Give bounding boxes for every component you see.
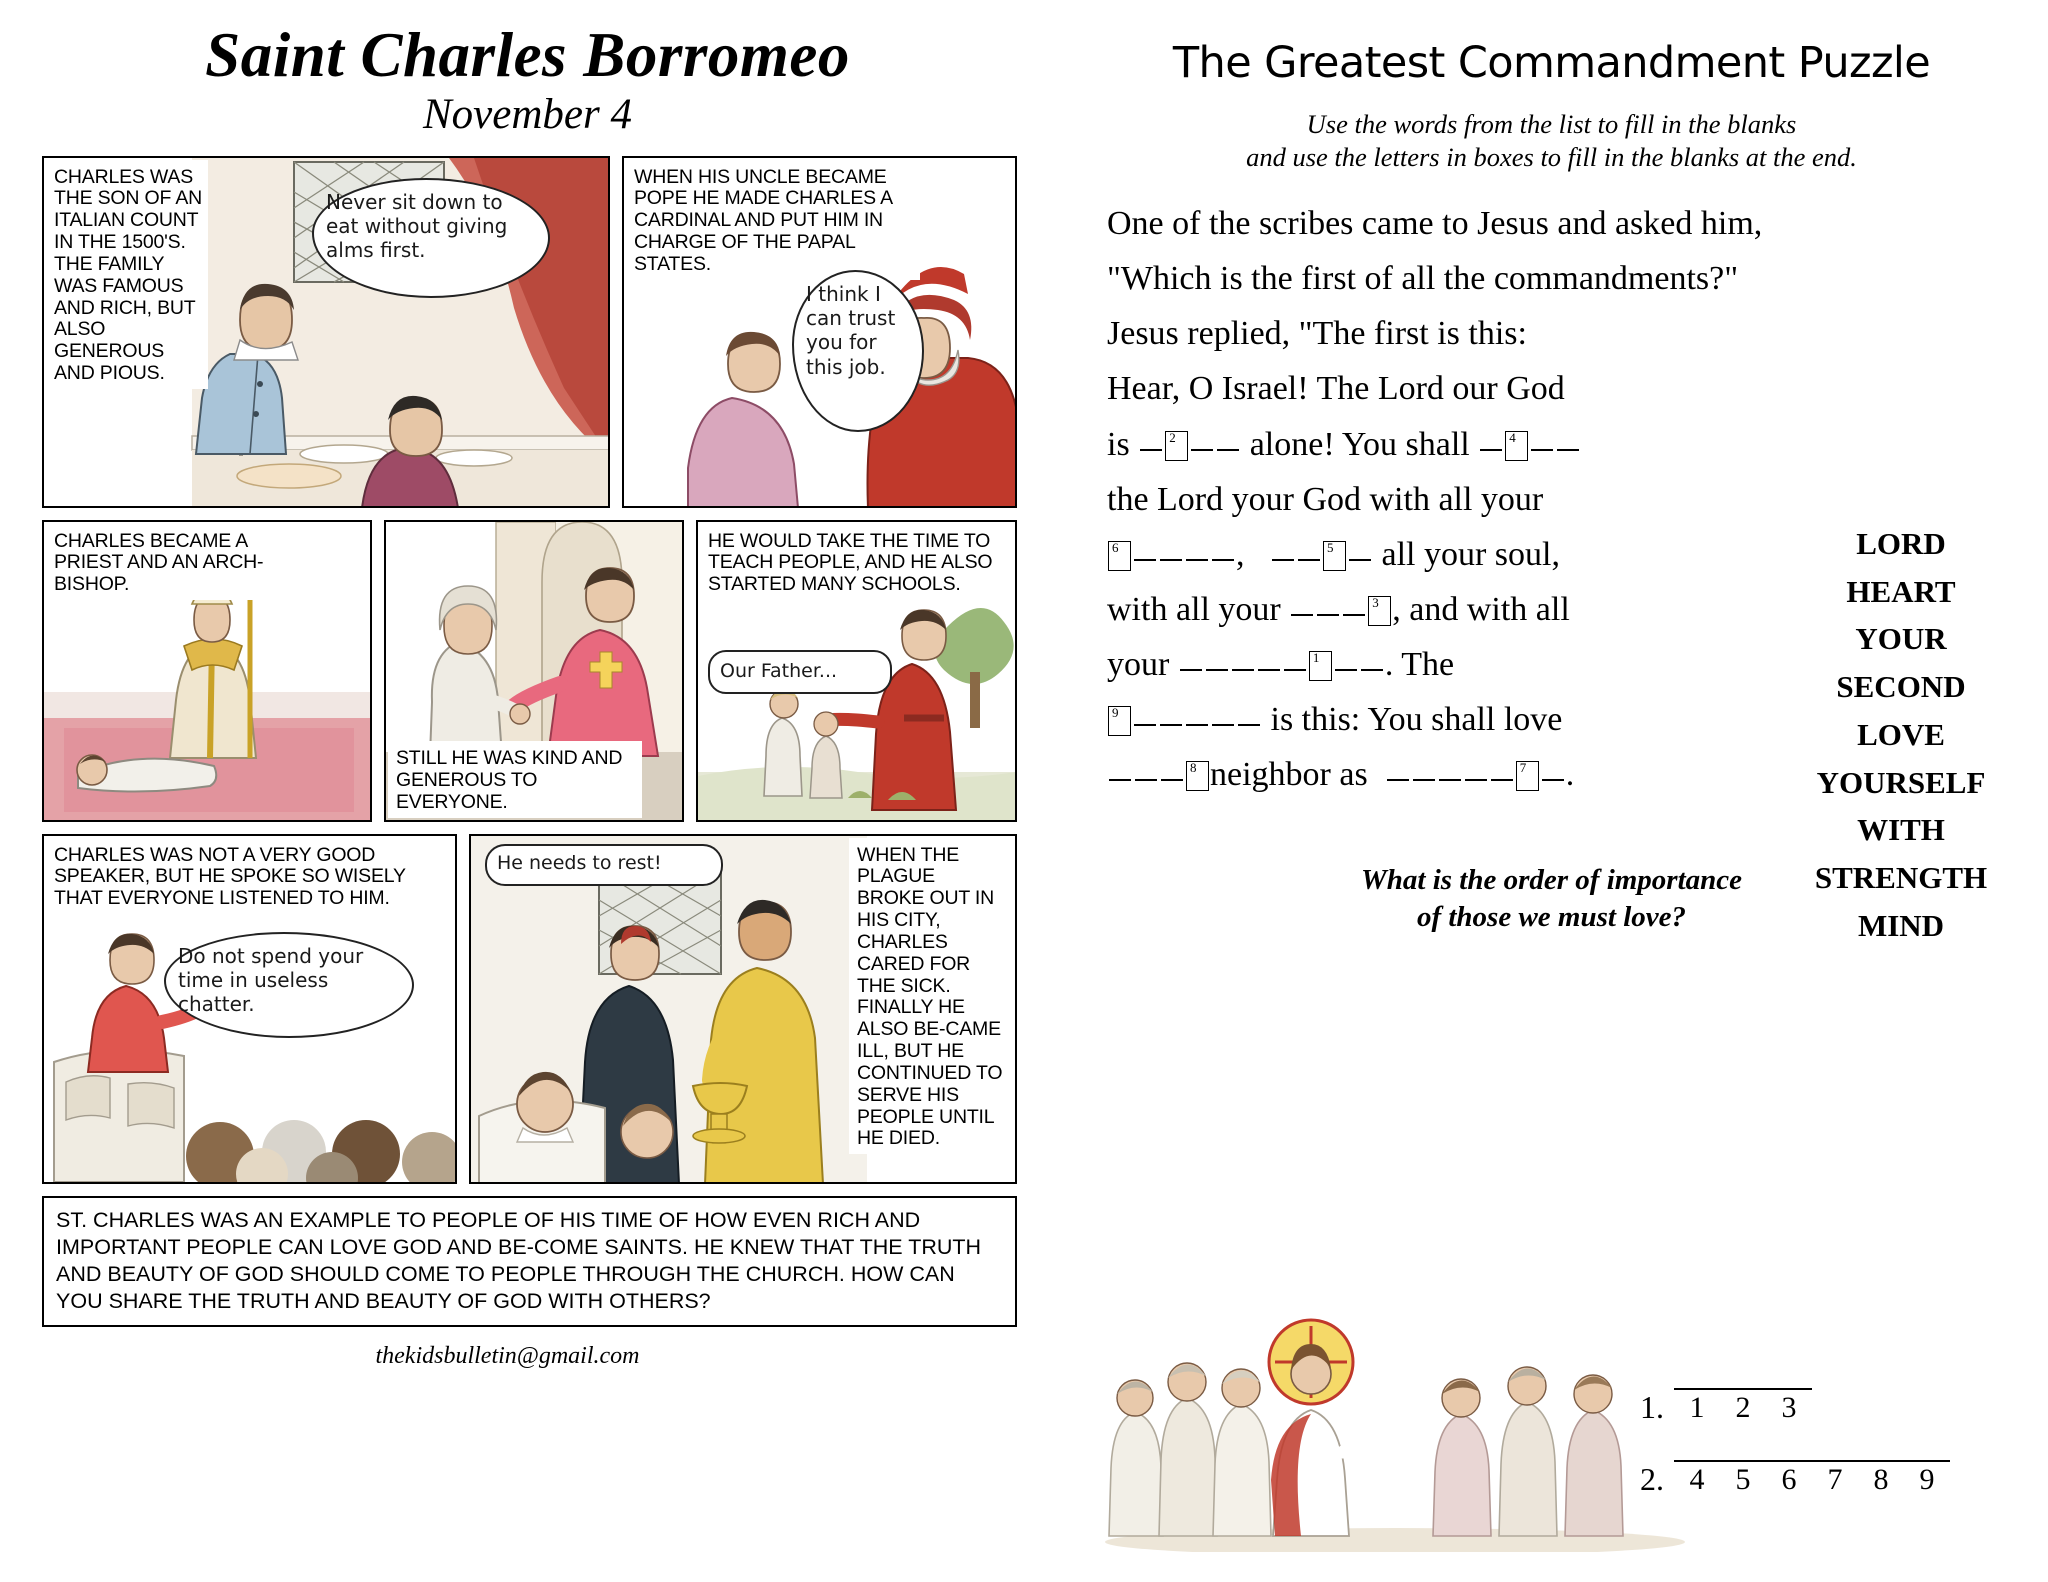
letter-box-2[interactable]: 2 (1165, 431, 1188, 461)
blank-dash[interactable] (1212, 539, 1234, 561)
comic-panel-4 (384, 520, 684, 822)
title-block (0, 0, 1055, 140)
blank-dash[interactable] (1134, 539, 1156, 561)
panel-3-caption: CHARLES BECAME A PRIEST AND AN ARCH-BISHOP. (46, 524, 320, 600)
comic-panel-7 (469, 834, 1017, 1184)
panel-6-speech-bubble: Do not spend your time in useless chatter. (164, 932, 414, 1038)
answer-slot[interactable] (1720, 1360, 1766, 1426)
line9-text-a: your (1107, 645, 1170, 683)
blank-dash[interactable] (1160, 704, 1182, 726)
comic-panel-1 (42, 156, 610, 508)
panel-5-speech-bubble: Our Father... (708, 650, 892, 694)
letter-box-1[interactable]: 1 (1309, 651, 1332, 681)
answer-2-slots[interactable] (1674, 1432, 1950, 1498)
comic-strip (42, 156, 1017, 1184)
blank-dash[interactable] (1343, 594, 1365, 616)
blank-dash[interactable] (1361, 649, 1383, 671)
slot-number: 3 (1781, 1391, 1797, 1424)
answer-1-slots[interactable] (1674, 1360, 1812, 1426)
passage-line-4: Hear, O Israel! The Lord our God (1107, 370, 1565, 408)
contact-email: thekidsbulletin@gmail.com (375, 1342, 640, 1369)
reflection-box (42, 1196, 1017, 1327)
blank-dash[interactable] (1217, 429, 1239, 451)
comic-panel-3 (42, 520, 372, 822)
passage-line-2: "Which is the first of all the commandments?" (1107, 260, 1739, 298)
question-line-2: of those we must love? (1416, 901, 1687, 934)
blank-dash[interactable] (1531, 429, 1553, 451)
blank-dash[interactable] (1272, 539, 1294, 561)
blank-dash[interactable] (1186, 704, 1208, 726)
passage-line-5 (1107, 417, 1807, 472)
blank-dash[interactable] (1284, 649, 1306, 671)
blank-dash[interactable] (1298, 539, 1320, 561)
answer-slot[interactable] (1858, 1432, 1904, 1498)
panel-1-caption: CHARLES WAS THE SON OF AN ITALIAN COUNT IN THE 1500'S. THE FAMILY WAS FAMOUS AND RICH, BUT ALSO GENEROUS AND PIOUS. (46, 160, 208, 389)
panel-1-speech-bubble: Never sit down to eat without giving alms first. (312, 178, 550, 298)
blank-dash[interactable] (1480, 429, 1502, 451)
blank-dash[interactable] (1191, 429, 1213, 451)
puzzle-instructions (1055, 108, 2048, 174)
blank-dash[interactable] (1180, 649, 1202, 671)
line5-text-a: is (1107, 425, 1130, 463)
letter-box-3[interactable]: 3 (1368, 596, 1391, 626)
letter-box-4[interactable]: 4 (1505, 431, 1528, 461)
slot-number: 1 (1689, 1391, 1705, 1424)
passage-line-6: the Lord your God with all your (1107, 480, 1544, 518)
slot-number: 7 (1827, 1463, 1843, 1496)
question-line-1: What is the order of importance (1360, 864, 1743, 897)
answer-2-label: 2. (1640, 1461, 1664, 1497)
blank-dash[interactable] (1212, 704, 1234, 726)
answer-slot[interactable] (1812, 1432, 1858, 1498)
word-list-item: HEART (1846, 573, 1956, 609)
passage-line-3: Jesus replied, "The first is this: (1107, 315, 1527, 353)
line9-text-b: . The (1384, 645, 1455, 683)
blank-dash[interactable] (1206, 649, 1228, 671)
blank-dash[interactable] (1140, 429, 1162, 451)
blank-dash[interactable] (1161, 759, 1183, 781)
panel-2-speech-bubble: I think I can trust you for this job. (792, 270, 924, 432)
instructions-line-1: Use the words from the list to fill in the blanks (1306, 109, 1797, 139)
blank-dash[interactable] (1135, 759, 1157, 781)
word-list-item: LOVE (1857, 716, 1945, 752)
panel-7-caption: WHEN THE PLAGUE BROKE OUT IN HIS CITY, CHARLES CARED FOR THE SICK. FINALLY HE ALSO BE-CAME ILL, BUT HE CONTINUED TO SERVE HIS PEOPLE UNTIL HE DIED. (849, 838, 1013, 1155)
letter-box-7[interactable]: 7 (1516, 761, 1539, 791)
passage-line-10 (1107, 692, 1807, 747)
passage-line-11 (1107, 747, 1807, 802)
blank-dash[interactable] (1413, 759, 1435, 781)
blank-dash[interactable] (1238, 704, 1260, 726)
answer-1-label: 1. (1640, 1389, 1664, 1425)
comic-panel-2 (622, 156, 1017, 508)
blank-dash[interactable] (1291, 594, 1313, 616)
line7-text-a: , (1236, 535, 1245, 573)
word-list-item: WITH (1857, 812, 1945, 848)
answer-row-1 (1640, 1360, 2030, 1426)
panel-5-caption: HE WOULD TAKE THE TIME TO TEACH PEOPLE, AND HE ALSO STARTED MANY SCHOOLS. (700, 524, 1004, 600)
line8-text-a: with all your (1107, 590, 1281, 628)
slot-number: 2 (1735, 1391, 1751, 1424)
panel-4-caption: STILL HE WAS KIND AND GENEROUS TO EVERYONE. (388, 741, 642, 817)
slot-number: 8 (1873, 1463, 1889, 1496)
passage-line-8 (1107, 582, 1807, 637)
blank-dash[interactable] (1232, 649, 1254, 671)
word-list-item: LORD (1856, 526, 1946, 561)
blank-dash[interactable] (1491, 759, 1513, 781)
comic-row-1 (42, 156, 1017, 508)
passage-line-1: One of the scribes came to Jesus and asked him, (1107, 205, 1763, 243)
instructions-line-2: and use the letters in boxes to fill in the blanks at the end. (1246, 142, 1857, 173)
word-list-item: STRENGTH (1814, 860, 1988, 896)
blank-dash[interactable] (1160, 539, 1182, 561)
line5-text-b: alone! You shall (1249, 425, 1470, 463)
answer-slot[interactable] (1720, 1432, 1766, 1498)
panel-7-speech-bubble: He needs to rest! (485, 844, 723, 886)
word-list-item: YOUR (1855, 621, 1947, 657)
blank-dash[interactable] (1465, 759, 1487, 781)
jesus-and-disciples-illustration (1095, 1302, 1695, 1552)
line8-text-b: , and with all (1392, 590, 1570, 628)
word-list-item: SECOND (1836, 669, 1966, 705)
letter-box-6[interactable]: 6 (1108, 541, 1131, 571)
panel-6-caption: CHARLES WAS NOT A VERY GOOD SPEAKER, BUT HE SPOKE SO WISELY THAT EVERYONE LISTENED TO HIM. (46, 838, 450, 914)
line11-text-b: . (1565, 756, 1575, 794)
blank-dash[interactable] (1387, 759, 1409, 781)
answer-slot[interactable] (1766, 1432, 1812, 1498)
letter-box-5[interactable]: 5 (1323, 541, 1346, 571)
reflection-text: ST. CHARLES WAS AN EXAMPLE TO PEOPLE OF HIS TIME OF HOW EVEN RICH AND IMPORTANT PEOPLE CAN LOVE GOD AND BE-COME SAINTS. HE KNEW THAT THE TRUTH AND BEAUTY OF GOD SHOULD COME TO PEOPLE THROUGH THE CHURCH. HOW CAN YOU SHARE THE TRUTH AND BEAUTY OF GOD WITH OTHERS? (56, 1207, 982, 1313)
answer-slot[interactable] (1904, 1432, 1950, 1498)
puzzle-column (1055, 0, 2048, 1582)
blank-dash[interactable] (1186, 539, 1208, 561)
slot-number: 9 (1919, 1463, 1935, 1496)
blank-dash[interactable] (1317, 594, 1339, 616)
word-list-item: YOURSELF (1816, 764, 1986, 800)
blank-dash[interactable] (1109, 759, 1131, 781)
answer-row-2 (1640, 1432, 2030, 1498)
answer-slot[interactable] (1674, 1360, 1720, 1426)
comic-panel-6 (42, 834, 457, 1184)
blank-dash[interactable] (1557, 429, 1579, 451)
page-title: Saint Charles Borromeo (205, 20, 850, 90)
blank-dash[interactable] (1349, 539, 1371, 561)
blank-dash[interactable] (1335, 649, 1357, 671)
passage-line-7 (1107, 527, 1807, 582)
answer-slot[interactable] (1766, 1360, 1812, 1426)
line10-text: is this: You shall love (1270, 700, 1563, 738)
puzzle-passage (1055, 196, 1807, 802)
line7-text-b: all your soul, (1381, 535, 1560, 573)
blank-dash[interactable] (1258, 649, 1280, 671)
line11-text-a: neighbor as (1210, 756, 1368, 794)
word-list (1776, 520, 2026, 950)
passage-line-9 (1107, 637, 1807, 692)
panel-2-caption: WHEN HIS UNCLE BECAME POPE HE MADE CHARLES A CARDINAL AND PUT HIM IN CHARGE OF THE PAPAL STATES. (626, 160, 920, 280)
word-list-item: MIND (1857, 907, 1945, 943)
feast-date: November 4 (423, 91, 632, 139)
puzzle-title: The Greatest Commandment Puzzle (1172, 38, 1931, 88)
slot-number: 6 (1781, 1463, 1797, 1496)
answer-area (1640, 1360, 2030, 1504)
blank-dash[interactable] (1542, 759, 1564, 781)
letter-box-8[interactable]: 8 (1186, 761, 1209, 791)
answer-slot[interactable] (1674, 1432, 1720, 1498)
comic-row-2 (42, 520, 1017, 822)
comic-row-3 (42, 834, 1017, 1184)
comic-panel-5 (696, 520, 1017, 822)
slot-number: 4 (1689, 1463, 1705, 1496)
blank-dash[interactable] (1134, 704, 1156, 726)
letter-box-9[interactable]: 9 (1108, 706, 1131, 736)
blank-dash[interactable] (1439, 759, 1461, 781)
slot-number: 5 (1735, 1463, 1751, 1496)
